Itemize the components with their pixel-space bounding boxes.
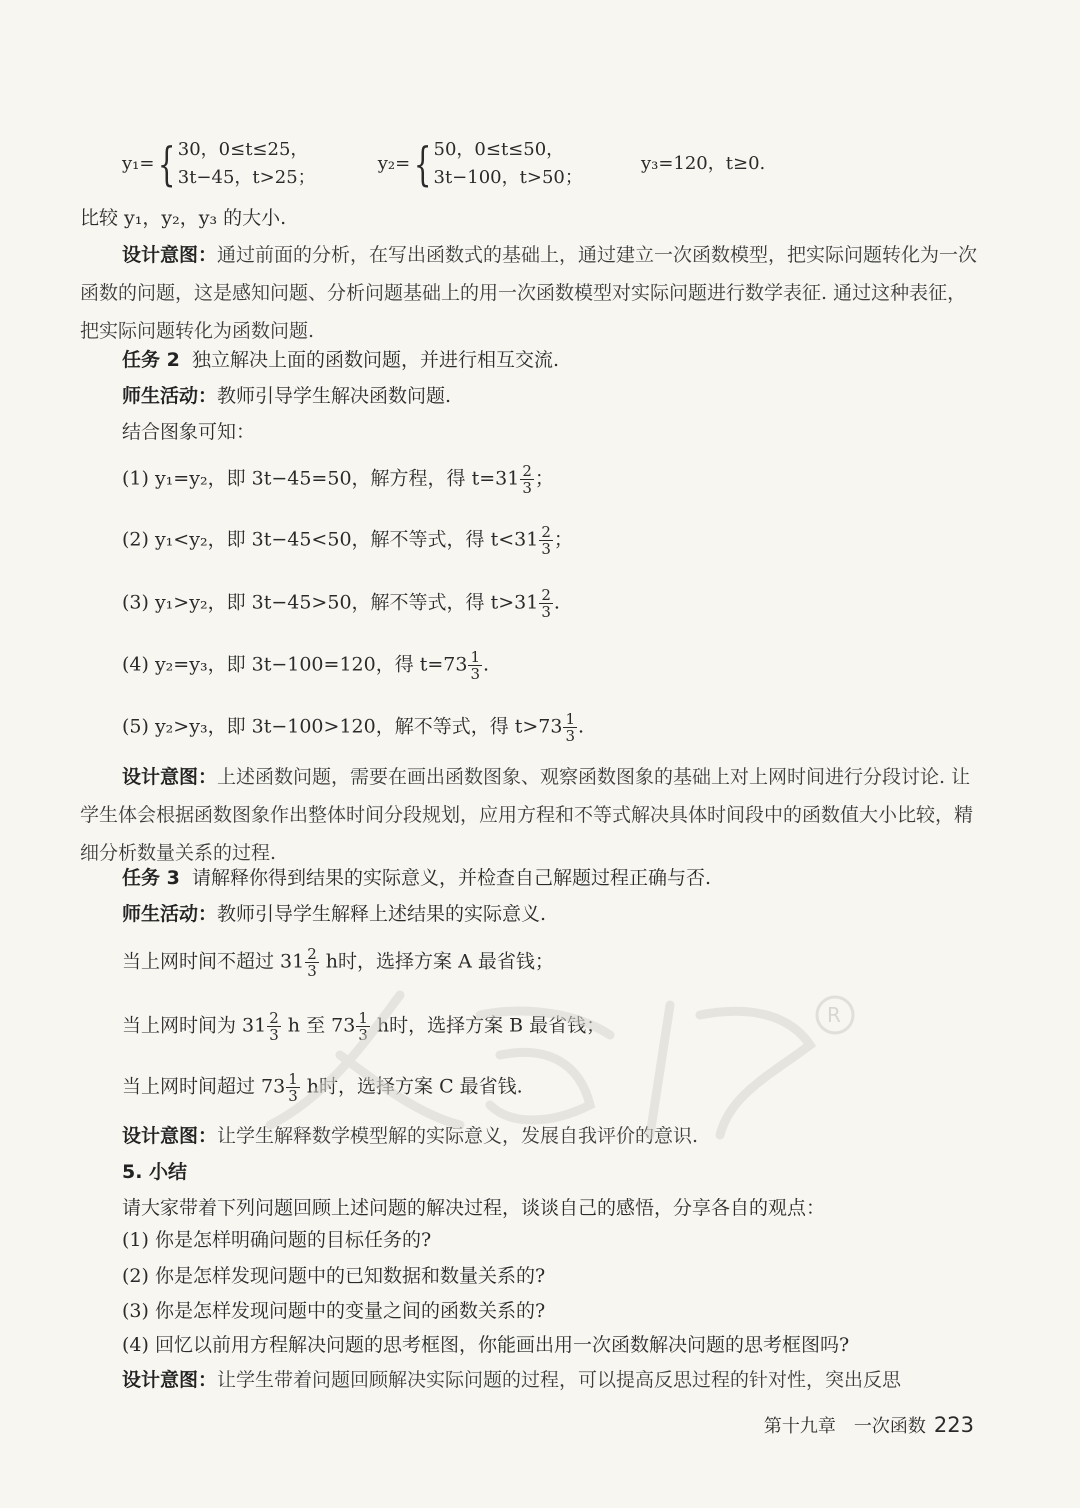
task-3: 任务 3 请解释你得到结果的实际意义，并检查自己解题过程正确与否. <box>122 867 711 889</box>
graph-note: 结合图象可知： <box>122 421 256 443</box>
case-item: (1) y₁=y₂，即 3t−45=50，解方程，得 t=31 $\frac{2}{3}$ ； <box>122 462 554 497</box>
case-item: (2) y₁<y₂，即 3t−45<50，解不等式，得 t<31 $\frac{2}{3}$ ； <box>122 523 573 558</box>
design-intent-2: 设计意图：上述函数问题，需要在画出函数图象、观察函数图象的基础上对上网时间进行分段讨论. 让学生体会根据函数图象作出整体时间分段规划，应用方程和不等式解决具体时间段中的函数值大小比较，精细分析数量关系的过程. <box>80 766 974 864</box>
question-item: (1) 你是怎样明确问题的目标任务的? <box>122 1229 432 1251</box>
brace-icon: { <box>158 137 176 191</box>
case-item: (4) y₂=y₃，即 3t−100=120，得 t=73 $\frac{1}{3}$ . <box>122 648 490 683</box>
conclusion-1: 当上网时间不超过 31 $\frac{2}{3}$ h时，选择方案 A 最省钱； <box>122 945 554 980</box>
activity-3: 师生活动：教师引导学生解释上述结果的实际意义. <box>122 903 547 925</box>
design-intent-4: 设计意图：让学生带着问题回顾解决实际问题的过程，可以提高反思过程的针对性，突出反思 <box>122 1369 902 1391</box>
conclusion-3: 当上网时间超过 73 $\frac{1}{3}$ h时，选择方案 C 最省钱. <box>122 1070 523 1105</box>
task-2: 任务 2 独立解决上面的函数问题，并进行相互交流. <box>122 349 559 371</box>
summary-heading: 5. 小结 <box>122 1161 188 1183</box>
question-item: (4) 回忆以前用方程解决问题的思考框图，你能画出用一次函数解决问题的思考框图吗? <box>122 1334 850 1356</box>
conclusion-2: 当上网时间为 31 $\frac{2}{3}$ h 至 73 $\frac{1}{3}$ h时，选择方案 B 最省钱； <box>122 1009 606 1044</box>
y2-label: y₂= <box>377 153 411 174</box>
design-intent-1: 设计意图：通过前面的分析，在写出函数式的基础上，通过建立一次函数模型，把实际问题转化为一次函数的问题，这是感知问题、分析问题基础上的用一次函数模型对实际问题进行数学表征. 通过这种表征，把实际问题转化为函数问题. <box>80 244 978 342</box>
chapter-title: 第十九章 一次函数 <box>763 1416 926 1437</box>
y1-cases: 30，0≤t≤25， 3t−45，t>25； <box>177 139 316 188</box>
svg-text:R: R <box>827 1003 841 1027</box>
page-number: 223 <box>933 1413 974 1437</box>
y3-definition: y₃=120，t≥0. <box>640 153 766 174</box>
compare-line: 比较 y₁，y₂，y₃ 的大小. <box>80 207 287 229</box>
case-item: (5) y₂>y₃，即 3t−100>120，解不等式，得 t>73 $\frac{1}{3}$ . <box>122 710 585 745</box>
question-item: (3) 你是怎样发现问题中的变量之间的函数关系的? <box>122 1300 546 1322</box>
design-intent-3: 设计意图：让学生解释数学模型解的实际意义，发展自我评价的意识. <box>122 1125 699 1147</box>
activity-2: 师生活动：教师引导学生解决函数问题. <box>122 385 452 407</box>
piecewise-functions <box>122 136 765 196</box>
y2-cases: 50，0≤t≤50， 3t−100，t>50； <box>433 139 583 188</box>
watermark-logo-icon <box>250 975 870 1145</box>
summary-intro: 请大家带着下列问题回顾上述问题的解决过程，谈谈自己的感悟，分享各自的观点： <box>122 1197 826 1219</box>
case-item: (3) y₁>y₂，即 3t−45>50，解不等式，得 t>31 $\frac{2}{3}$ . <box>122 586 560 621</box>
brace-icon: { <box>414 137 432 191</box>
page-footer <box>764 1412 974 1438</box>
y1-label: y₁= <box>122 153 155 174</box>
question-item: (2) 你是怎样发现问题中的已知数据和数量关系的? <box>122 1265 546 1287</box>
